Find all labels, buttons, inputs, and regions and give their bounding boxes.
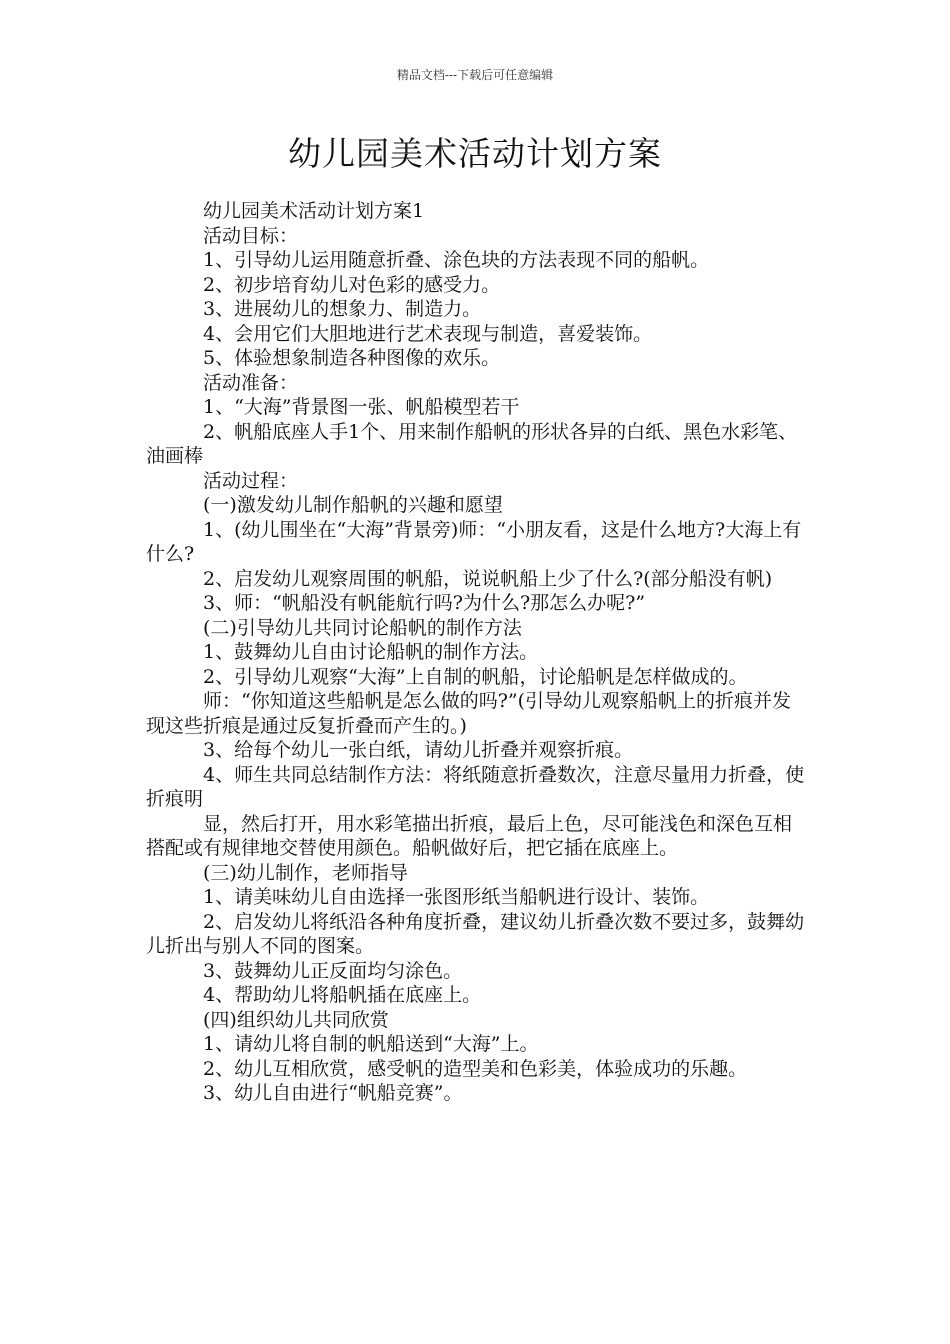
paragraph-goals-heading: 活动目标： <box>203 224 299 247</box>
paragraph-process-heading: 活动过程： <box>203 469 299 492</box>
paragraph: 3、进展幼儿的想象力、制造力。 <box>203 298 482 320</box>
paragraph: 1、“大海”背景图一张、帆船模型若干 <box>203 396 520 418</box>
paragraph: 1、请幼儿将自制的帆船送到“大海”上。 <box>203 1033 539 1055</box>
paragraph: 2、启发幼儿观察周围的帆船，说说帆船上少了什么?(部分船没有帆) <box>203 567 773 590</box>
paragraph: 2、帆船底座人手1个、用来制作船帆的形状各异的白纸、黑色水彩笔、油画棒 <box>146 420 798 467</box>
paragraph: 2、引导幼儿观察“大海”上自制的帆船，讨论船帆是怎样做成的。 <box>203 665 748 688</box>
paragraph: 3、师：“帆船没有帆能航行吗?为什么?那怎么办呢?” <box>203 592 646 614</box>
paragraph-section-3: (三)幼儿制作，老师指导 <box>203 861 408 884</box>
header-note: 精品文档---下载后可任意编辑 <box>396 68 554 82</box>
paragraph: 5、体验想象制造各种图像的欢乐。 <box>203 347 501 369</box>
paragraph-section-1: (一)激发幼儿制作船帆的兴趣和愿望 <box>203 494 503 516</box>
document-title: 幼儿园美术活动计划方案 <box>288 134 662 173</box>
paragraph: 2、初步培育幼儿对色彩的感受力。 <box>203 273 501 296</box>
paragraph-section-2: (二)引导幼儿共同讨论船帆的制作方法 <box>203 616 522 639</box>
paragraph: 4、帮助幼儿将船帆插在底座上。 <box>203 984 482 1006</box>
paragraph: 1、鼓舞幼儿自由讨论船帆的制作方法。 <box>203 641 539 663</box>
paragraph: 4、师生共同总结制作方法：将纸随意折叠数次，注意尽量用力折叠，使折痕明 <box>146 763 805 810</box>
paragraph: 师：“你知道这些船帆是怎么做的吗?”(引导幼儿观察船帆上的折痕并发现这些折痕是通过反复折叠而产生的。) <box>146 690 792 737</box>
paragraph: 1、请美味幼儿自由选择一张图形纸当船帆进行设计、装饰。 <box>203 886 710 908</box>
paragraph: 4、会用它们大胆地进行艺术表现与制造，喜爱装饰。 <box>203 322 653 345</box>
paragraph: 1、(幼儿围坐在“大海”背景旁)师：“小朋友看，这是什么地方?大海上有什么? <box>146 518 802 565</box>
document-body <box>146 199 806 1106</box>
paragraph: 3、给每个幼儿一张白纸，请幼儿折叠并观察折痕。 <box>203 739 634 761</box>
paragraph: 2、幼儿互相欣赏，感受帆的造型美和色彩美，体验成功的乐趣。 <box>203 1057 748 1080</box>
paragraph: 1、引导幼儿运用随意折叠、涂色块的方法表现不同的船帆。 <box>203 249 710 271</box>
paragraph-section-4: (四)组织幼儿共同欣赏 <box>203 1008 389 1031</box>
paragraph-subtitle: 幼儿园美术活动计划方案1 <box>203 200 425 222</box>
paragraph: 显，然后打开，用水彩笔描出折痕，最后上色，尽可能浅色和深色互相搭配或有规律地交替使用颜色。船帆做好后，把它插在底座上。 <box>146 812 793 859</box>
paragraph: 3、幼儿自由进行“帆船竞赛”。 <box>203 1082 463 1104</box>
paragraph-prep-heading: 活动准备： <box>203 371 299 394</box>
paragraph: 2、启发幼儿将纸沿各种角度折叠，建议幼儿折叠次数不要过多，鼓舞幼儿折出与别人不同的图案。 <box>146 910 805 957</box>
paragraph: 3、鼓舞幼儿正反面均匀涂色。 <box>203 959 463 982</box>
